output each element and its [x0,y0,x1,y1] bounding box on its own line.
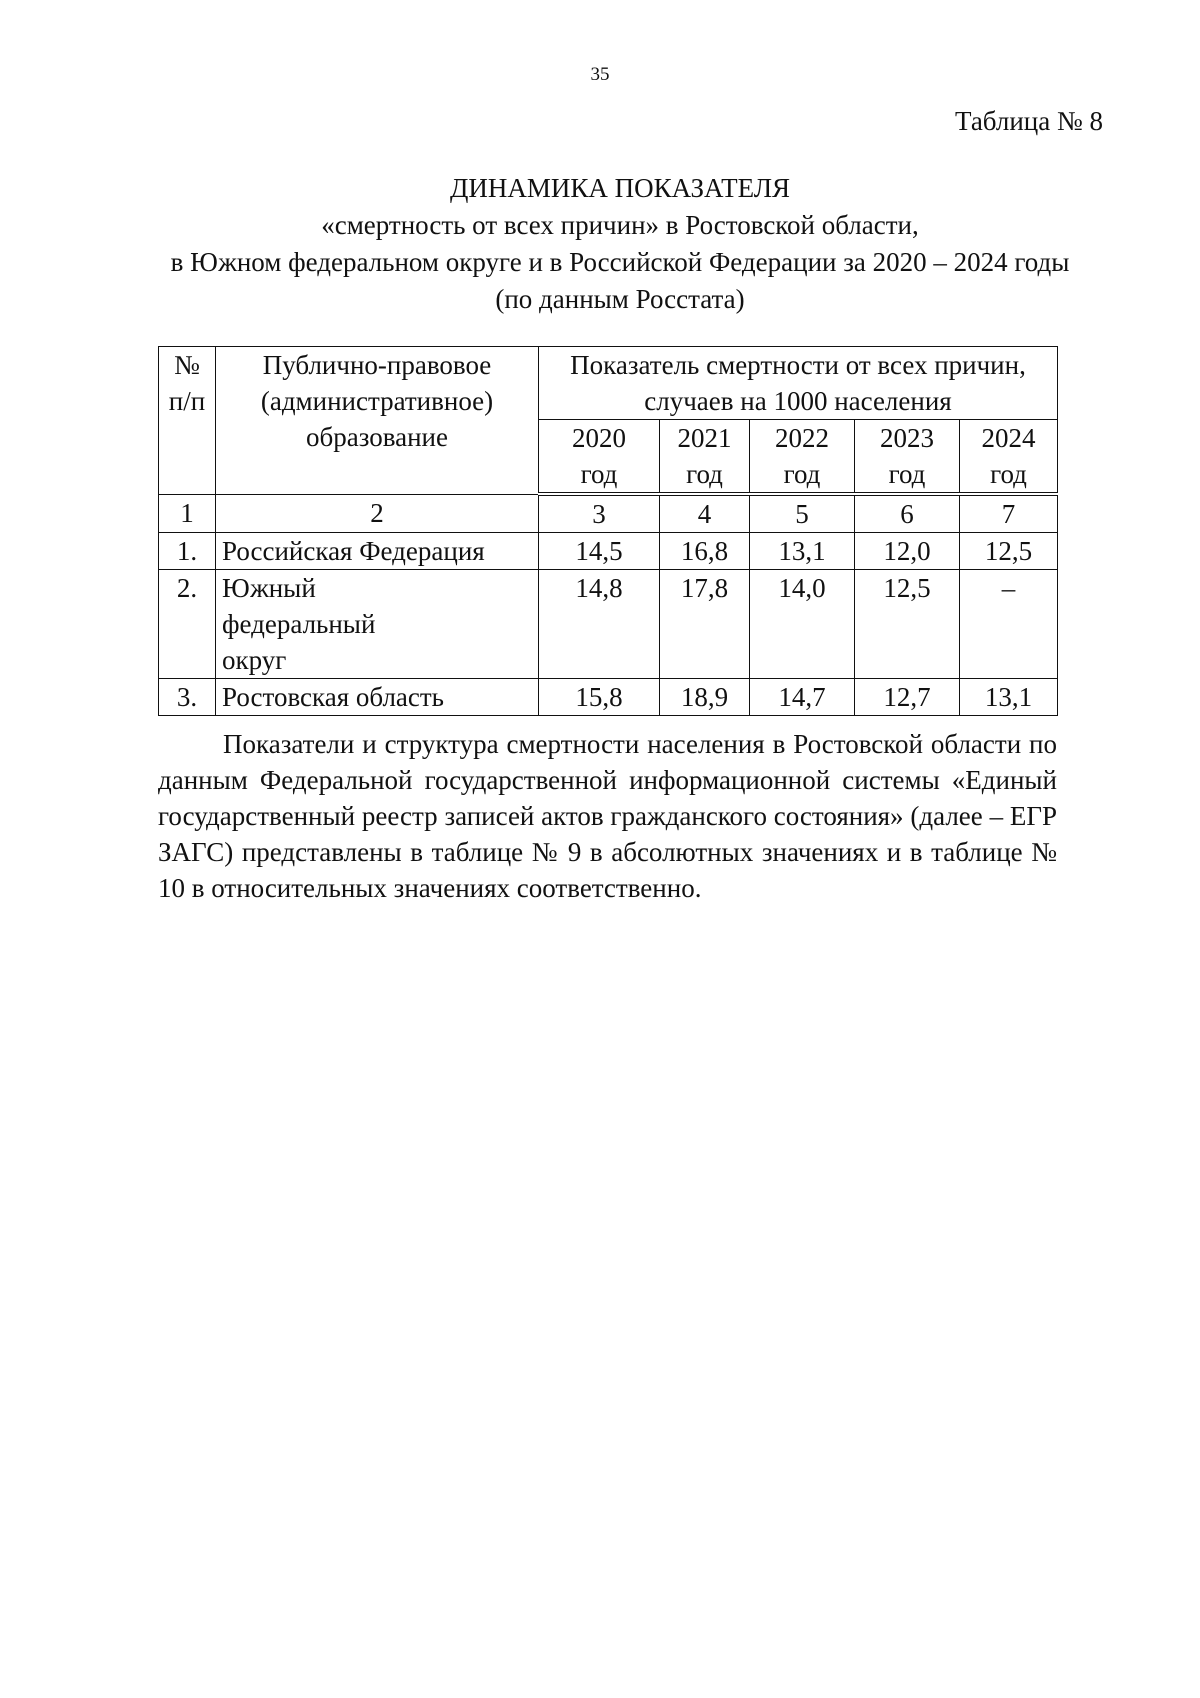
row-value: 14,0 [750,570,855,679]
row-num: 2. [159,570,216,679]
row-value: 13,1 [750,533,855,570]
row-num: 3. [159,679,216,716]
row-value: 14,5 [539,533,660,570]
header-year: 2023 год [855,420,960,495]
row-value: 14,7 [750,679,855,716]
row-value: – [960,570,1058,679]
header-row-1 [159,347,1058,420]
column-number: 6 [855,494,960,533]
header-year: 2020 год [539,420,660,495]
header-year: 2021 год [660,420,750,495]
row-entity: Российская Федерация [216,533,539,570]
row-value: 12,5 [960,533,1058,570]
header-num: № п/п [159,347,216,495]
table-row [159,679,1058,716]
row-value: 17,8 [660,570,750,679]
title-line-4: (по данным Росстата) [495,284,745,314]
column-number: 5 [750,494,855,533]
row-value: 16,8 [660,533,750,570]
row-entity: Южный федеральный округ [216,570,539,679]
header-entity: Публично-правовое (административное) образование [216,347,539,495]
mortality-table [158,346,1058,716]
column-number-row [159,494,1058,533]
column-number: 7 [960,494,1058,533]
body-paragraph [158,726,1057,906]
row-value: 15,8 [539,679,660,716]
header-year: 2024 год [960,420,1058,495]
table-caption: Таблица № 8 [955,106,1103,136]
row-value: 12,0 [855,533,960,570]
row-value: 12,5 [855,570,960,679]
title-line-1: ДИНАМИКА ПОКАЗАТЕЛЯ [449,173,791,203]
column-number: 3 [539,494,660,533]
row-num: 1. [159,533,216,570]
row-value: 14,8 [539,570,660,679]
column-number: 2 [216,494,539,533]
row-entity: Ростовская область [216,679,539,716]
row-value: 12,7 [855,679,960,716]
table-row [159,570,1058,679]
table-title [120,170,1120,318]
table-row [159,533,1058,570]
header-year: 2022 год [750,420,855,495]
paragraph-text: Показатели и структура смертности населения в Ростовской области по данным Федеральной государственной информационной системы «Единый государственный реестр записей актов гражданского состояния» (далее – ЕГР ЗАГС) представлены в таблице № 9 в абсолютных значениях и в таблице № 10 в относительных значениях соответственно. [158,729,1057,903]
column-number: 4 [660,494,750,533]
title-line-3: в Южном федеральном округе и в Российской Федерации за 2020 – 2024 годы [170,247,1070,277]
page-number: 35 [590,64,610,85]
header-indicator: Показатель смертности от всех причин, случаев на 1000 населения [539,347,1058,420]
column-number: 1 [159,494,216,533]
title-line-2: «смертность от всех причин» в Ростовской области, [321,210,919,240]
row-value: 13,1 [960,679,1058,716]
row-value: 18,9 [660,679,750,716]
